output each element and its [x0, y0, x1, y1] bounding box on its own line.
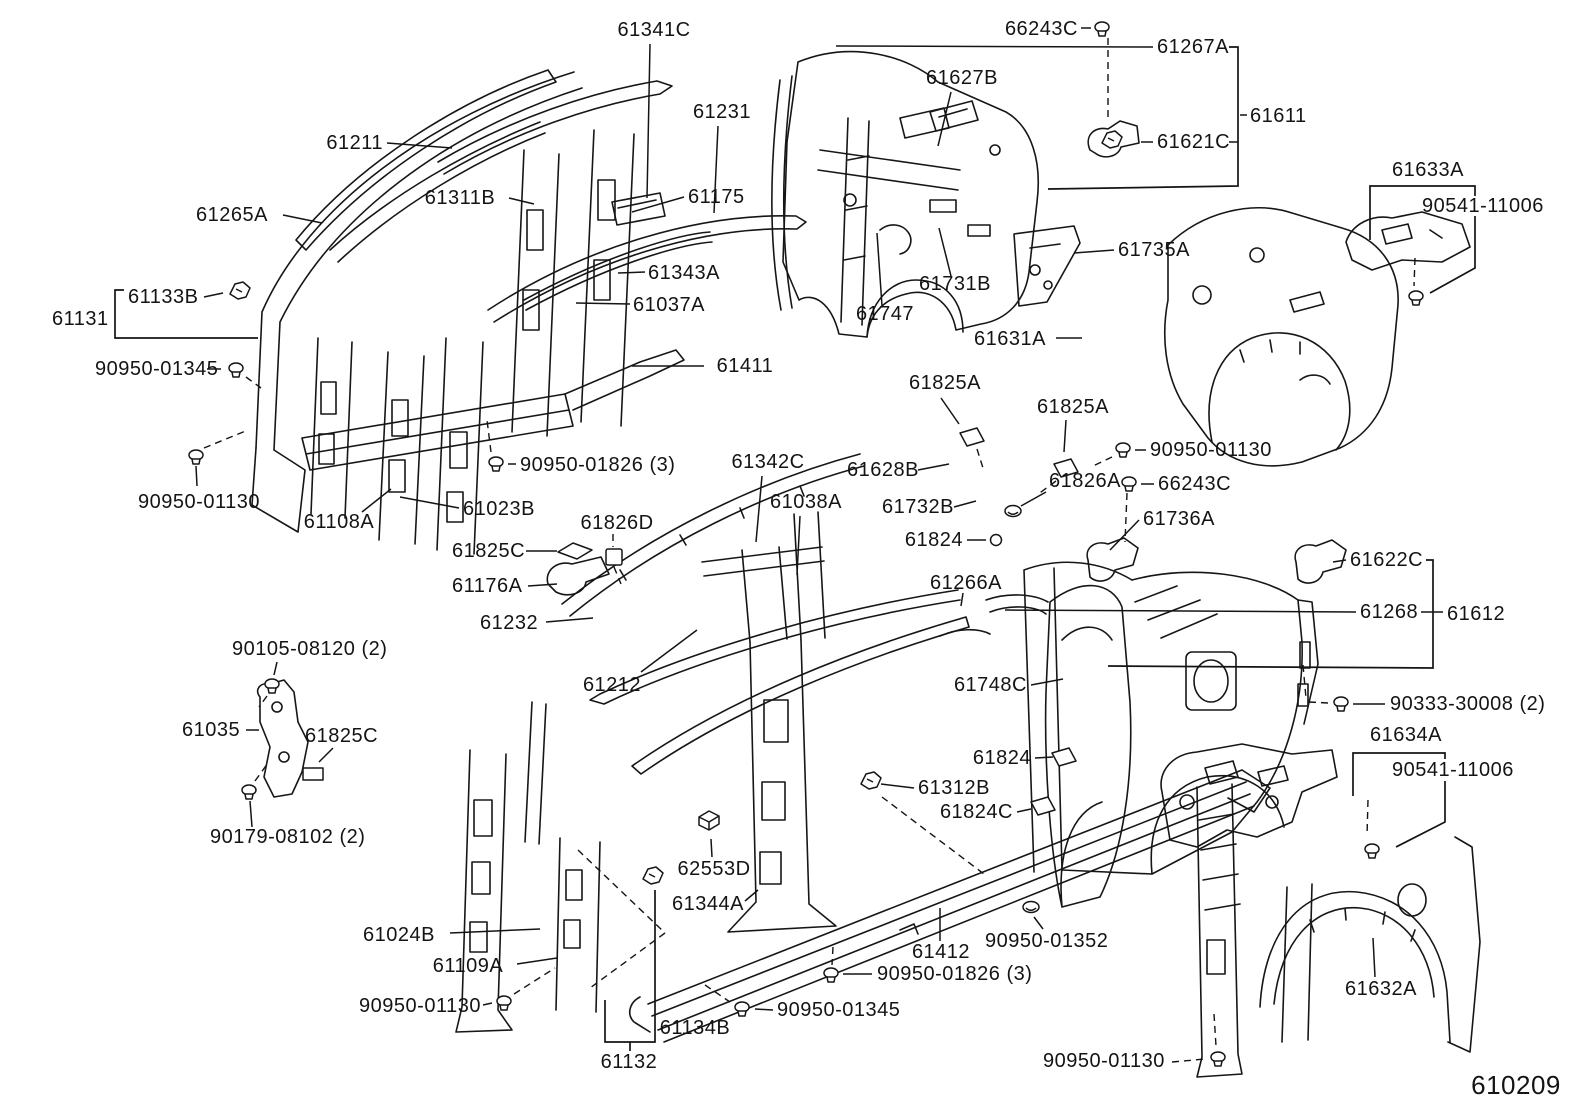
part-number-label: 61612: [1447, 603, 1506, 625]
para-glyph: [1052, 748, 1076, 766]
fastener-dashed-line: [1414, 258, 1415, 286]
leader-line: [1373, 938, 1375, 977]
leader-line: [941, 398, 959, 424]
sketch-hole: [764, 700, 788, 742]
bolt-glyph: [824, 968, 838, 982]
sketch-hole: [1250, 248, 1264, 262]
part-number-label: 61268: [1360, 601, 1419, 623]
part-number-label: 61732B: [882, 496, 954, 518]
leader-line: [618, 272, 645, 273]
bolt-glyph: [1116, 443, 1130, 457]
bolt-glyph: [242, 785, 256, 799]
square-glyph: [606, 549, 622, 565]
sketch-pillar-f1: [456, 750, 512, 1032]
sketch-hole: [760, 852, 781, 884]
part-number-label: 61412: [911, 941, 971, 963]
sketch-br-arch: [1260, 892, 1450, 1042]
fastener-dashed-line: [487, 420, 491, 452]
part-number-label: 61038A: [770, 491, 842, 513]
part-number-label: 61266A: [930, 572, 1002, 594]
part-number-label: 61312B: [918, 777, 990, 799]
leader-line: [954, 501, 976, 507]
leader-line: [483, 1003, 492, 1005]
sketch-pillar-6: [581, 130, 634, 426]
part-number-label: 61825C: [452, 540, 526, 562]
leader-line: [274, 662, 277, 675]
clip-glyph: [1102, 131, 1122, 148]
sketch-slot: [930, 200, 956, 212]
part-number-label: 61633A: [1392, 159, 1464, 181]
sketch-rail-bracket-61341c: [612, 193, 665, 225]
sketch-pillar-2: [311, 338, 352, 518]
part-number-label: 90950-01130: [1150, 439, 1272, 461]
part-number-label: 61211: [326, 132, 383, 154]
part-number-label: 90105-08120 (2): [232, 638, 388, 660]
part-number-label: 90950-01130: [138, 491, 260, 513]
part-number-label: 90541-11006: [1392, 759, 1514, 781]
part-number-label: 61824: [904, 529, 963, 551]
sketch-61735a-panel: [1014, 226, 1080, 306]
clip-glyph: [643, 867, 663, 884]
fastener-dashed-line: [1214, 1014, 1216, 1046]
sketch-61747-strip: [841, 118, 869, 325]
sketch-hole: [470, 922, 487, 952]
bolt-glyph: [1122, 477, 1136, 491]
sketch-hole: [1398, 884, 1426, 916]
part-number-label: 61631A: [974, 328, 1046, 350]
leader-line: [528, 584, 557, 586]
sketch-br-strip: [1282, 884, 1312, 1042]
part-number-label: 61311B: [424, 187, 496, 209]
bolt-glyph: [1365, 844, 1379, 858]
callout-bracket: [1430, 216, 1475, 293]
part-number-label: 61824: [972, 747, 1031, 769]
sketch-hole: [321, 382, 336, 414]
part-number-label: 61037A: [633, 294, 705, 316]
leader-line: [918, 464, 949, 470]
bolt-glyph: [497, 996, 511, 1010]
sketch-61627b-slot: [930, 101, 978, 131]
sketch-hole: [527, 210, 543, 250]
sketch-quarter-inner-outline: [783, 52, 1038, 337]
part-number-label: 61634A: [1370, 724, 1442, 746]
leader-line: [755, 1009, 773, 1010]
leader-line: [881, 784, 914, 788]
bolt-glyph: [1409, 291, 1423, 305]
part-number-label: 61132: [600, 1051, 658, 1073]
sketch-hole: [762, 782, 785, 820]
leader-line: [250, 801, 252, 827]
part-number-label: 61825A: [1037, 396, 1109, 418]
part-number-label: 61622C: [1350, 549, 1424, 571]
part-number-label: 61342C: [731, 451, 805, 473]
leader-line: [756, 476, 762, 542]
fastener-dashed-line: [832, 947, 833, 965]
part-number-label: 61621C: [1157, 131, 1231, 153]
leader-line: [1064, 420, 1066, 452]
part-number-label: 90950-01352: [985, 930, 1109, 952]
part-number-label: 61232: [480, 612, 539, 634]
oval-glyph: [1005, 506, 1021, 517]
part-number-label: 61824C: [939, 801, 1013, 823]
assembly-dashed-line: [578, 850, 665, 933]
bolt-glyph: [229, 363, 243, 377]
leader-line: [1333, 560, 1346, 562]
bolt-glyph: [1211, 1052, 1225, 1066]
bolt-glyph: [189, 450, 203, 464]
part-number-label: 90950-01826 (3): [877, 963, 1033, 985]
leader-line: [961, 593, 963, 606]
sketch-hole: [1207, 940, 1225, 974]
part-number-label: 61212: [582, 674, 642, 696]
sketch-wheelhouse-arch: [1209, 333, 1350, 450]
part-number-label: 61748C: [953, 674, 1027, 696]
leader-line: [939, 228, 951, 276]
leader-line: [877, 233, 882, 306]
fastener-dashed-line: [204, 430, 248, 448]
leader-line: [400, 497, 459, 508]
sketch-hole: [1266, 796, 1278, 808]
diagram-code: 610209: [1471, 1070, 1561, 1099]
leader-line: [1034, 917, 1043, 929]
part-number-label: 61411: [716, 355, 774, 377]
leader-line: [836, 46, 1153, 47]
sketch-a-pillar-outer: [256, 72, 582, 450]
leader-line: [450, 929, 540, 933]
sketch-61633a-bracket: [1346, 212, 1470, 270]
leader-line: [647, 44, 650, 198]
part-number-label: 61176A: [452, 575, 523, 597]
assembly-dashed-line: [590, 933, 665, 988]
part-number-label: 61628B: [847, 459, 919, 481]
fastener-dashed-line: [1309, 702, 1328, 703]
sketch-61342c-tee: [702, 547, 824, 642]
part-number-label: 61109A: [432, 955, 504, 977]
part-number-label: 62553D: [677, 858, 751, 880]
leader-line: [632, 197, 684, 212]
part-number-label: 61736A: [1143, 508, 1215, 530]
sketch-hole: [990, 145, 1000, 155]
sketch-fender-lines: [1135, 586, 1217, 638]
sketch-hole: [1030, 265, 1040, 275]
part-number-label: 90950-01345: [95, 358, 219, 380]
leader-line: [546, 618, 593, 622]
part-number-label: 61133B: [128, 286, 199, 308]
part-number-label: 61632A: [1345, 978, 1417, 1000]
leader-line: [1005, 610, 1356, 612]
sketch-hole: [279, 752, 289, 762]
part-number-label: 90950-01130: [359, 995, 481, 1017]
leader-line: [711, 839, 712, 857]
part-number-label: 61134B: [659, 1017, 731, 1039]
part-number-label: 61267A: [1157, 36, 1229, 58]
part-number-label: 61731B: [919, 273, 991, 295]
part-number-label: 61231: [692, 101, 752, 123]
part-number-label: 61826D: [580, 512, 654, 534]
sketch-hole: [1193, 286, 1211, 304]
part-number-label: 90179-08102 (2): [210, 826, 366, 848]
fastener-dashed-line: [1303, 665, 1306, 698]
sketch-hole: [566, 870, 582, 900]
rect-glyph: [303, 768, 323, 780]
leader-line: [1017, 809, 1031, 812]
part-number-label: 61825C: [305, 725, 379, 747]
sketch-hole: [472, 862, 490, 894]
part-number-label: 61611: [1250, 105, 1307, 127]
bolt-glyph: [1095, 22, 1109, 36]
para-glyph: [960, 428, 984, 446]
leader-line: [576, 303, 630, 304]
part-number-label: 90950-01826 (3): [520, 454, 676, 476]
callout-bracket: [1396, 781, 1445, 847]
oval-glyph: [1023, 902, 1039, 913]
cube-glyph: [699, 811, 719, 830]
part-number-label: 61627B: [926, 67, 998, 89]
part-number-label: 61024B: [363, 924, 435, 946]
circle-glyph: [991, 535, 1002, 546]
part-number-label: 61108A: [303, 511, 375, 533]
sketch-hole: [389, 460, 405, 492]
sketch-hole: [450, 432, 467, 468]
part-number-label: 66243C: [1158, 473, 1232, 495]
part-number-label: 61826A: [1049, 470, 1121, 492]
para-glyph: [1031, 797, 1055, 815]
callout-bracket: [1048, 47, 1238, 189]
fastener-dashed-line: [1091, 457, 1112, 467]
bolt-glyph: [265, 679, 279, 693]
sketch-hole: [564, 920, 580, 948]
sketch-hole: [272, 702, 282, 712]
sketch-fender-outline: [1062, 572, 1302, 874]
sketch-hole: [1044, 281, 1052, 289]
part-number-label: 61735A: [1118, 239, 1190, 261]
part-number-label: 61265A: [196, 204, 268, 226]
part-number-label: 61023B: [463, 498, 535, 520]
part-number-label: 61175: [688, 186, 745, 208]
sketch-pillar-3: [379, 352, 424, 544]
part-number-label: 61825A: [909, 372, 981, 394]
leader-line: [362, 489, 391, 512]
part-number-label: 61747: [855, 303, 915, 325]
sketch-wheelhouse-outline: [1165, 208, 1398, 466]
clip-glyph: [230, 282, 250, 299]
part-number-label: 66243C: [1004, 18, 1078, 40]
part-number-label: 61131: [52, 308, 109, 330]
part-number-label: 61343A: [648, 262, 720, 284]
part-number-label: 90541-11006: [1422, 195, 1544, 217]
sketch-strip-mid: [525, 702, 546, 844]
sketch-hole: [1180, 795, 1194, 809]
callout-bracket: [605, 1000, 655, 1042]
leader-line: [938, 92, 951, 146]
leader-line: [1021, 492, 1046, 506]
bolt-glyph: [1334, 697, 1348, 711]
leader-line: [204, 293, 223, 297]
sketch-a-pillar-foot: [252, 448, 305, 532]
leader-line: [1074, 250, 1114, 253]
clip-glyph: [861, 772, 881, 789]
fastener-dashed-line: [255, 763, 268, 781]
leader-line: [319, 748, 333, 762]
part-number-label: 61341C: [617, 19, 691, 41]
part-number-label: 61344A: [672, 893, 744, 915]
leader-line: [797, 516, 800, 575]
sketch-hole: [392, 400, 408, 436]
leader-line: [517, 958, 557, 964]
fastener-dashed-line: [1367, 800, 1368, 836]
sketch-61736a-part: [1087, 538, 1138, 581]
sketch-sail-band: [1024, 562, 1132, 872]
sketch-windshield-moulding: [296, 70, 556, 250]
leader-line: [196, 466, 197, 486]
bracket-layer: [115, 47, 1475, 1051]
part-number-label: 90333-30008 (2): [1390, 693, 1546, 715]
fastener-dashed-line: [977, 449, 983, 468]
bolt-glyph: [735, 1002, 749, 1016]
part-number-label: 61035: [182, 719, 241, 741]
sketch-hole: [598, 180, 615, 220]
fastener-dashed-line: [514, 968, 555, 994]
sketch-hole: [474, 800, 492, 836]
leader-line: [1035, 757, 1053, 758]
sketch-roof-rail-front: [438, 81, 672, 174]
bolt-glyph: [489, 457, 503, 471]
sketch-slot: [968, 225, 990, 236]
part-number-label: 90950-01345: [777, 999, 901, 1021]
diamond-glyph: [558, 543, 592, 559]
part-number-label: 90950-01130: [1043, 1050, 1165, 1072]
sketch-br-band: [1448, 837, 1480, 1052]
